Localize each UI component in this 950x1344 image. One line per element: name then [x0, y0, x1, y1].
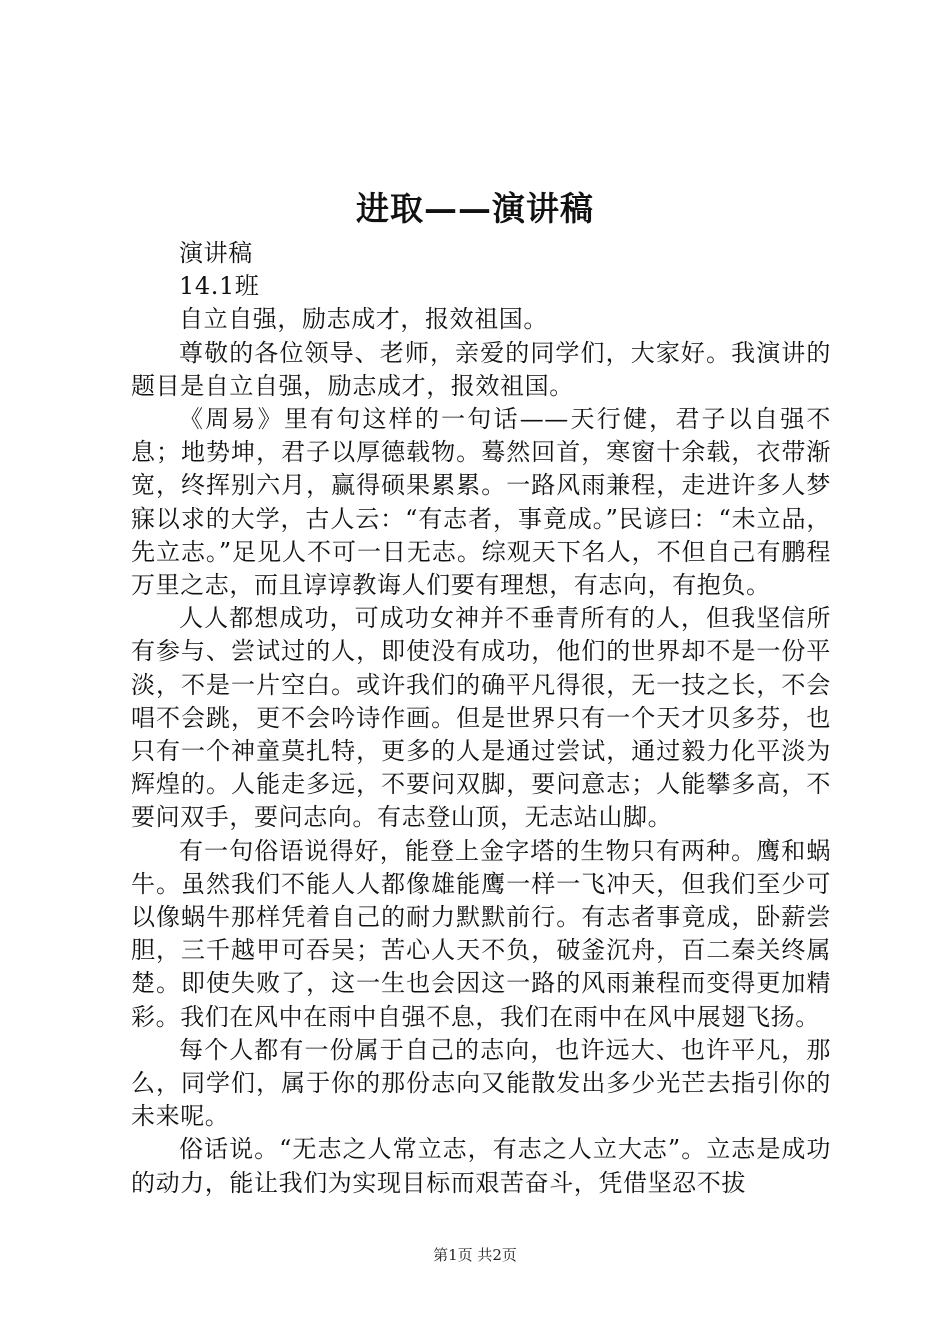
paragraph-subtitle: 演讲稿: [179, 239, 253, 267]
paragraph-theme: 自立自强，励志成才，报效祖国。: [179, 305, 548, 334]
paragraph-zhouyi: 《周易》里有句这样的一句话——天行健，君子以自强不息；地势坤，君子以厚德载物。蓦然回首，寒窗十余载，衣带渐宽，终挥别六月，赢得硕果累累。一路风雨兼程，走进许多人梦寐以求的大学，古人云：“有志者，事竟成。”民谚曰：“未立品，先立志。”足见人不可一日无志。综观天下名人，不但自己有鹏程万里之志，而且谆谆教诲人们要有理想，有志向，有抱负。: [131, 405, 831, 600]
paragraph-pyramid: 有一句俗语说得好，能登上金字塔的生物只有两种。鹰和蜗牛。虽然我们不能人人都像雄能鹰一样一飞冲天，但我们至少可以像蜗牛那样凭着自己的耐力默默前行。有志者事竟成，卧薪尝胆，三千越甲可吞吴；苦心人天不负，破釜沉舟，百二秦关终属楚。即使失败了，这一生也会因这一路的风雨兼程而变得更加精彩。我们在风中在雨中自强不息，我们在雨中在风中展翅飞扬。: [131, 836, 831, 1031]
paragraph-proverb: 俗话说。“无志之人常立志，有志之人立大志”。立志是成功的动力，能让我们为实现目标而艰苦奋斗，凭借坚忍不拔: [131, 1135, 831, 1197]
document-title: 进取——演讲稿: [356, 189, 594, 228]
paragraph-success: 人人都想成功，可成功女神并不垂青所有的人，但我坚信所有参与、尝试过的人，即使没有成功，他们的世界却不是一份平淡，不是一片空白。或许我们的确平凡得很，无一技之长，不会唱不会跳，更不会吟诗作画。但是世界只有一个天才贝多芬，也只有一个神童莫扎特，更多的人是通过尝试，通过毅力化平淡为辉煌的。人能走多远，不要问双脚，要问意志；人能攀多高，不要问双手，要问志向。有志登山顶，无志站山脚。: [131, 604, 831, 832]
paragraph-aspiration: 每个人都有一份属于自己的志向，也许远大、也许平凡，那么，同学们，属于你的那份志向又能散发出多少光芒去指引你的未来呢。: [131, 1035, 831, 1131]
paragraph-class: 14.1班: [179, 272, 260, 301]
paragraph-greeting: 尊敬的各位领导、老师，亲爱的同学们，大家好。我演讲的题目是自立自强，励志成才，报效祖国。: [131, 338, 831, 400]
page-footer: 第1页 共2页: [433, 1246, 517, 1264]
document-body: [131, 237, 831, 1200]
